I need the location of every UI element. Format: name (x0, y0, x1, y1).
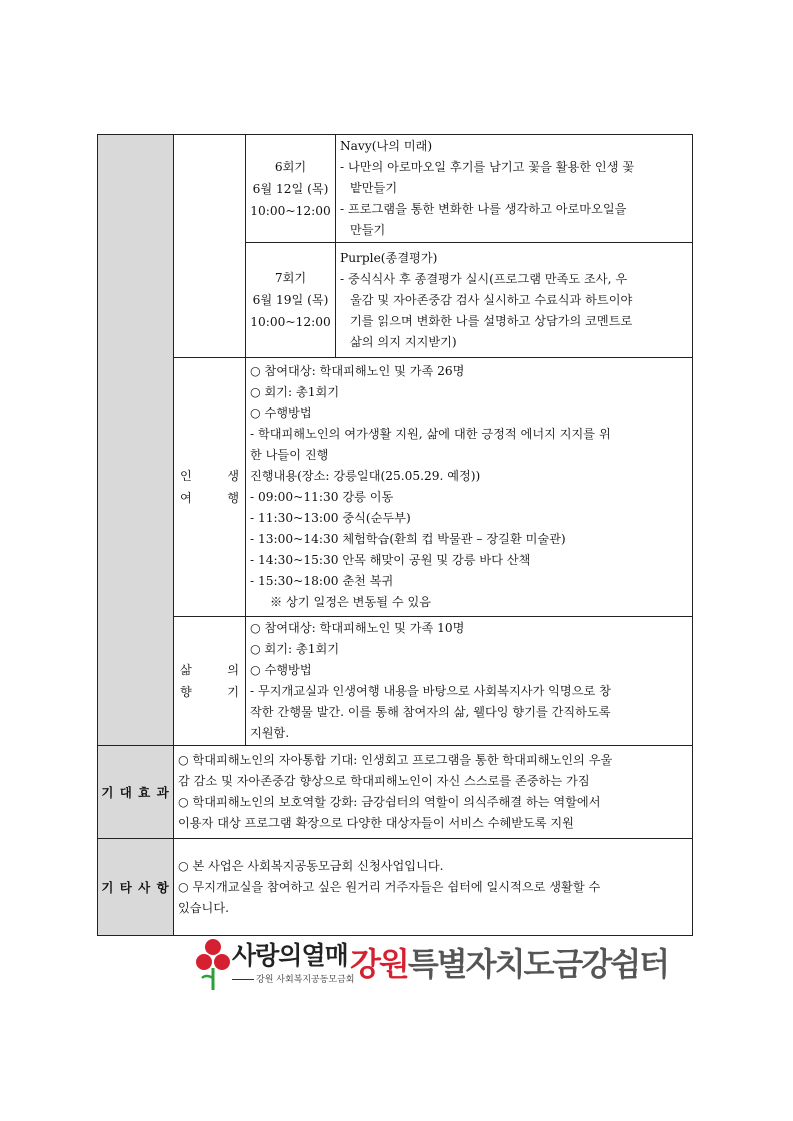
other-notes-content (174, 839, 693, 936)
session7-time: 10:00~12:00 (250, 315, 331, 329)
life-scent-line: 작한 간행물 발간. 이를 통해 참여자의 삶, 웰다잉 향기를 간직하도록 (250, 705, 611, 719)
other-notes-line: ○ 본 사업은 사회복지공동모금회 신청사업입니다. (178, 858, 444, 873)
shelter-logo-gray: 특별자치도금강쉼터 (407, 945, 669, 983)
love-fruit-icon (196, 938, 230, 992)
life-trip-note: ※ 상기 일정은 변동될 수 있음 (270, 595, 432, 609)
session7-title: Purple(종결평가) (340, 250, 438, 265)
shelter-logo-red: 강원 (350, 945, 408, 983)
session6-info (246, 135, 336, 243)
expected-effects-row (98, 746, 693, 839)
life-scent-label-d: 기 (227, 685, 239, 699)
life-scent-line: 지원함. (250, 726, 290, 740)
life-trip-line: 진행내용(장소: 강릉일대(25.05.29. 예정)) (250, 469, 481, 483)
footer-logos (196, 936, 669, 994)
expected-effects-content (174, 746, 693, 839)
expected-effects-line: 감 감소 및 자아존중감 향상으로 학대피해노인이 자신 스스로를 존중하는 가짐 (178, 774, 590, 788)
life-trip-content (246, 358, 693, 617)
life-trip-line: - 14:30~15:30 안목 해맞이 공원 및 강릉 바다 산책 (250, 553, 531, 567)
session6-title: Navy(나의 미래) (340, 139, 433, 153)
life-trip-label-c: 여 (180, 491, 192, 505)
life-trip-line: ○ 회기: 총1회기 (250, 385, 340, 399)
session7-line1: - 중식식사 후 종결평가 실시(프로그램 만족도 조사, 우 (340, 271, 628, 286)
session7-line1b: 울감 및 자아존중감 검사 실시하고 수료식과 하트이야 (350, 292, 633, 307)
other-notes-row (98, 839, 693, 936)
shelter-logo (350, 939, 668, 985)
expected-effects-line: 이용자 대상 프로그램 확장으로 다양한 대상자들이 서비스 수혜받도록 지원 (178, 816, 574, 830)
expected-effects-line: ○ 학대피해노인의 자아통합 기대: 인생회고 프로그램을 통한 학대피해노인의 우울 (178, 753, 613, 767)
life-trip-line: - 학대피해노인의 여가생활 지원, 삶에 대한 긍정적 에너지 지지를 위 (250, 427, 611, 441)
blank-subject-cell (174, 135, 246, 358)
life-trip-label-d: 행 (227, 491, 239, 505)
life-scent-line: - 무지개교실과 인생여행 내용을 바탕으로 사회복지사가 익명으로 창 (250, 684, 611, 698)
expected-effects-label: 기 대 효 과 (98, 746, 174, 839)
session6-date: 6월 12일 (목) (252, 181, 329, 196)
other-notes-label: 기 타 사 항 (98, 839, 174, 936)
life-trip-line: ○ 수행방법 (250, 406, 312, 420)
session6-time: 10:00~12:00 (250, 203, 331, 218)
life-trip-label-a: 인 (180, 469, 192, 483)
life-scent-label-b: 의 (227, 663, 239, 677)
program-table (97, 134, 693, 936)
life-scent-line: ○ 참여대상: 학대피해노인 및 가족 10명 (250, 621, 465, 635)
other-notes-line: 있습니다. (178, 900, 229, 915)
brand-main-logo: 사랑의열매 (232, 941, 348, 970)
life-scent-label (174, 617, 246, 746)
session7-number: 7회기 (274, 271, 307, 285)
life-scent-label-c: 향 (180, 685, 192, 699)
session7-line1d: 삶의 의지 지지받기) (350, 334, 457, 349)
session6-content (336, 135, 693, 243)
session7-content (336, 243, 693, 358)
life-trip-line: ○ 참여대상: 학대피해노인 및 가족 26명 (250, 364, 465, 378)
brand-sub-logo: 강원 사회복지공동모금회 (232, 972, 355, 985)
life-trip-label (174, 358, 246, 617)
life-trip-row (98, 358, 693, 617)
session6-line1: - 나만의 아로마오일 후기를 남기고 꽃을 활용한 인생 꽃 (340, 160, 635, 174)
life-trip-line: - 15:30~18:00 춘천 복귀 (250, 574, 394, 588)
expected-effects-line: ○ 학대피해노인의 보호역할 강화: 금강쉼터의 역할이 의식주해결 하는 역할에서 (178, 795, 601, 809)
session7-info (246, 243, 336, 358)
session6-line2: - 프로그램을 통한 변화한 나를 생각하고 아로마오일을 (340, 202, 627, 216)
life-trip-line: - 13:00~14:30 체험학습(환희 컵 박물관 – 장길환 미술관) (250, 532, 566, 546)
life-scent-line: ○ 수행방법 (250, 663, 312, 677)
life-trip-label-b: 생 (227, 469, 239, 483)
life-scent-line: ○ 회기: 총1회기 (250, 642, 340, 656)
session6-line1b: 밭만들기 (350, 181, 398, 195)
section-header-cell (98, 135, 174, 746)
life-trip-line: 한 나들이 진행 (250, 448, 329, 462)
session6-number: 6회기 (274, 159, 307, 174)
session6-row (98, 135, 693, 243)
life-trip-line: - 09:00~11:30 강릉 이동 (250, 490, 394, 504)
life-scent-label-a: 삶 (180, 663, 192, 677)
life-trip-line: - 11:30~13:00 중식(순두부) (250, 511, 411, 525)
session7-line1c: 기를 읽으며 변화한 나를 설명하고 상담가의 코멘트로 (350, 313, 633, 328)
other-notes-line: ○ 무지개교실을 참여하고 싶은 원거리 거주자들은 쉼터에 일시적으로 생활할 수 (178, 879, 601, 894)
session7-date: 6월 19일 (목) (252, 293, 329, 307)
life-scent-content (246, 617, 693, 746)
session6-line2b: 만들기 (350, 223, 386, 237)
life-scent-row (98, 617, 693, 746)
